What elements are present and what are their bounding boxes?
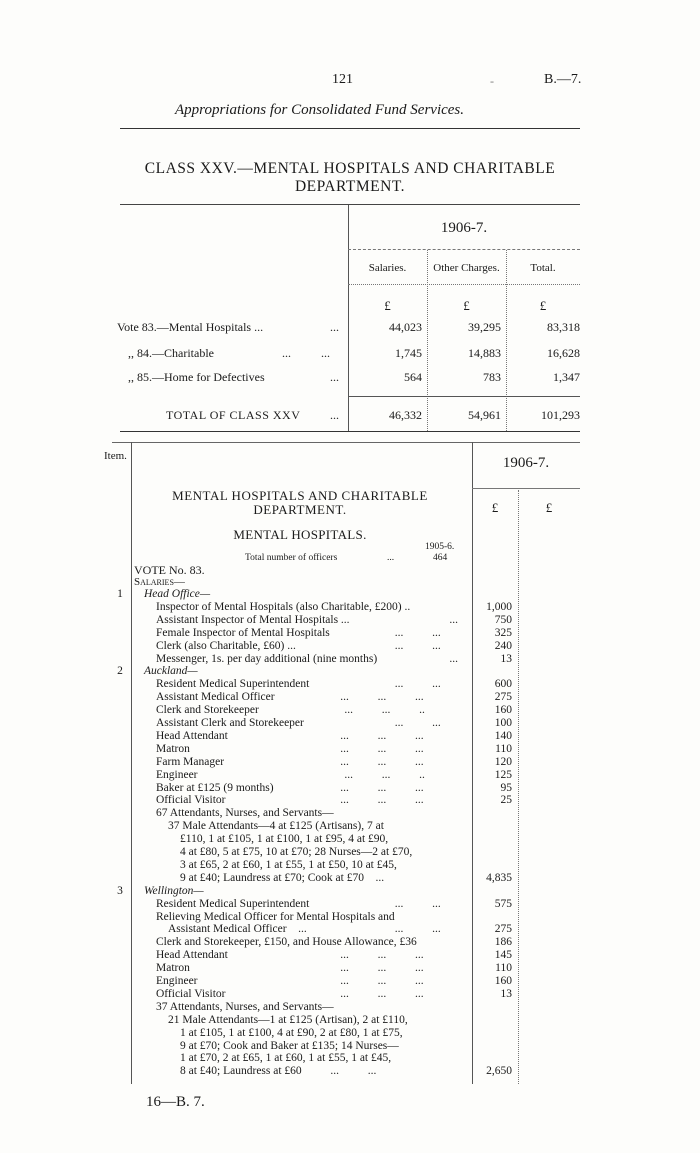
officers-dots: ...: [387, 553, 395, 563]
leader-dots: ... ... ...: [340, 975, 424, 987]
item-description: £110, 1 at £105, 1 at £100, 1 at £95, 4 at £90,: [180, 833, 389, 846]
document-reference: B.—7.: [544, 72, 582, 87]
table-row: [0, 588, 700, 600]
table-row: [0, 1065, 700, 1077]
table-row: [0, 717, 700, 729]
leader-dots: ... ... ...: [340, 949, 424, 962]
item-amount: 95: [500, 781, 512, 794]
table-row: [0, 782, 700, 794]
vote-85-total: 1,347: [553, 370, 580, 384]
table-row: [0, 911, 700, 923]
table-row: [0, 936, 700, 948]
table-row: [0, 730, 700, 742]
summary-subtotal-rule: [348, 396, 580, 397]
item-amount: 240: [494, 639, 512, 652]
leader-dots: ... ... ...: [340, 987, 424, 1000]
item-amount: 600: [494, 678, 512, 691]
item-description: Female Inspector of Mental Hospitals: [156, 626, 330, 639]
leader-dots: ... ... ...: [340, 691, 424, 704]
item-amount: 140: [494, 729, 512, 742]
item-number: 1: [117, 588, 123, 600]
table-row: [0, 885, 700, 897]
item-amount: 100: [494, 717, 512, 729]
class-title-rule: [120, 204, 580, 205]
table-row: [0, 949, 700, 961]
detail-currency-1: £: [491, 500, 499, 515]
vote-83-total: 83,318: [547, 320, 580, 334]
table-row: [0, 846, 700, 858]
item-description: Relieving Medical Officer for Mental Hospitals and: [156, 910, 395, 923]
vote-label: VOTE No. 83.: [134, 563, 205, 577]
item-amount: 13: [500, 987, 512, 1000]
item-description: Matron: [156, 742, 190, 755]
section-subtitle: MENTAL HOSPITALS.: [233, 527, 367, 542]
item-description: Assistant Clerk and Storekeeper: [156, 717, 304, 729]
total-total: 101,293: [541, 408, 580, 422]
header-dash: -: [490, 74, 494, 88]
table-row: [0, 678, 700, 690]
item-description: Auckland—: [144, 665, 198, 678]
table-row: [0, 743, 700, 755]
vote-83-label: Vote 83.—Mental Hospitals ...: [117, 320, 264, 334]
item-header: Item.: [104, 450, 127, 462]
vote-84-salaries: 1,745: [395, 346, 422, 360]
item-amount: 125: [494, 768, 512, 781]
dept-title-line-1: MENTAL HOSPITALS AND CHARITABLE: [172, 488, 428, 503]
item-description: Clerk (also Charitable, £60) ...: [156, 639, 296, 652]
table-row: [0, 665, 700, 677]
item-description: Official Visitor: [156, 987, 226, 1000]
detail-top-rule: [112, 442, 580, 443]
vote-84-dots: ... ...: [282, 346, 330, 360]
item-description: Assistant Medical Officer ...: [168, 923, 307, 936]
item-description: Engineer: [156, 975, 198, 987]
running-title: Appropriations for Consolidated Fund Services.: [175, 102, 465, 118]
leader-dots: ... ... ...: [340, 962, 424, 975]
leader-dots: ... ... ...: [340, 755, 424, 768]
item-description: 21 Male Attendants—1 at £125 (Artisan), 2 at £110,: [168, 1013, 408, 1026]
table-row: [0, 1052, 700, 1064]
table-row: [0, 794, 700, 806]
table-row: [0, 691, 700, 703]
item-description: Inspector of Mental Hospitals (also Charitable, £200) ..: [156, 600, 411, 613]
table-row: [0, 975, 700, 987]
table-row: [0, 614, 700, 626]
col-header-other-charges: Other Charges.: [433, 262, 500, 274]
item-description: Clerk and Storekeeper: [156, 704, 259, 717]
col-header-total: Total.: [530, 262, 556, 274]
table-row: [0, 898, 700, 910]
item-amount: 145: [494, 949, 512, 962]
page-number: 121: [332, 72, 353, 87]
item-amount: 13: [500, 652, 512, 665]
table-row: [0, 1014, 700, 1026]
summary-year: 1906-7.: [440, 220, 488, 236]
item-amount: 186: [494, 936, 512, 949]
table-row: [0, 988, 700, 1000]
item-description: Messenger, 1s. per day additional (nine months): [156, 652, 378, 665]
vote-85-dots: ...: [330, 370, 339, 384]
leader-dots: ... ... ..: [344, 768, 425, 781]
class-title-line-1: CLASS XXV.—MENTAL HOSPITALS AND CHARITABLE: [144, 160, 556, 177]
leader-dots: ... ... ...: [340, 794, 424, 807]
leader-dots: ... ... ..: [344, 704, 425, 717]
currency-salaries: £: [384, 298, 391, 313]
item-description: 37 Male Attendants—4 at £125 (Artisans), 7 at: [168, 820, 384, 833]
table-row: [0, 769, 700, 781]
leader-dots: ... ...: [394, 897, 441, 910]
item-description: 8 at £40; Laundress at £60 ... ...: [180, 1065, 377, 1078]
class-title-line-2: DEPARTMENT.: [294, 178, 406, 195]
col-header-salaries: Salaries.: [368, 262, 407, 274]
summary-col-divider-1: [427, 250, 428, 431]
item-amount: 110: [495, 742, 512, 755]
currency-other: £: [463, 298, 470, 313]
table-row: [0, 872, 700, 884]
officers-count: 464: [433, 553, 448, 563]
vote-84-total: 16,628: [547, 346, 580, 360]
leader-dots: ... ... ...: [340, 742, 424, 755]
item-description: 3 at £65, 2 at £60, 1 at £55, 1 at £50, 10 at £45,: [180, 858, 397, 871]
footer-signature: 16—B. 7.: [146, 1094, 205, 1110]
item-description: 9 at £40; Laundress at £70; Cook at £70 ...: [180, 871, 385, 884]
vote-83-other: 39,295: [468, 320, 501, 334]
item-amount: 120: [494, 755, 512, 768]
summary-col-divider-2: [506, 250, 507, 431]
item-amount: 1,000: [486, 600, 512, 613]
item-description: Assistant Medical Officer: [156, 691, 275, 704]
total-class-dots: ...: [330, 408, 339, 422]
item-table: [0, 588, 700, 1078]
vote-84-label: ,, 84.—Charitable: [128, 346, 214, 360]
leader-dots: ... ... ...: [340, 729, 424, 742]
item-description: Resident Medical Superintendent: [156, 678, 310, 691]
item-description: 1 at £105, 1 at £100, 4 at £90, 2 at £80, 1 at £75,: [180, 1026, 403, 1039]
item-number: 2: [117, 665, 123, 678]
detail-currency-2: £: [545, 500, 553, 515]
officers-year: 1905-6.: [425, 542, 455, 552]
table-row: [0, 820, 700, 832]
item-amount: 160: [494, 704, 512, 717]
table-row: [0, 601, 700, 613]
item-amount: 25: [500, 794, 512, 807]
total-salaries: 46,332: [389, 408, 422, 422]
table-row: [0, 807, 700, 819]
total-class-label: TOTAL OF CLASS XXV: [166, 408, 301, 422]
item-number: 3: [117, 884, 123, 897]
detail-year-rule: [472, 488, 580, 489]
detail-year: 1906-7.: [502, 455, 550, 471]
leader-dots: ... ...: [394, 639, 441, 652]
leader-dots: ... ...: [394, 678, 441, 691]
item-amount: 4,835: [486, 871, 512, 884]
item-description: Head Attendant: [156, 729, 228, 742]
total-other: 54,961: [468, 408, 501, 422]
item-description: Matron: [156, 962, 190, 975]
table-row: [0, 1027, 700, 1039]
item-description: Clerk and Storekeeper, £150, and House Allowance, £36: [156, 936, 417, 949]
item-amount: 275: [494, 691, 512, 704]
leader-dots: ... ...: [394, 923, 441, 936]
item-description: Wellington—: [144, 884, 204, 897]
table-row: [0, 653, 700, 665]
leader-dots: ...: [449, 613, 459, 626]
item-description: Head Office—: [144, 588, 211, 600]
item-description: 37 Attendants, Nurses, and Servants—: [156, 1000, 334, 1013]
table-row: [0, 833, 700, 845]
summary-year-rule: [348, 249, 580, 250]
item-description: 4 at £80, 5 at £75, 10 at £70; 28 Nurses—2 at £70,: [180, 846, 413, 858]
header-rule: [120, 128, 580, 129]
vote-85-salaries: 564: [404, 370, 422, 384]
summary-header-rule: [348, 284, 580, 285]
item-amount: 110: [495, 962, 512, 975]
vote-85-other: 783: [483, 370, 501, 384]
item-description: 9 at £70; Cook and Baker at £135; 14 Nurses—: [180, 1039, 399, 1052]
vote-83-dots: ...: [330, 320, 339, 334]
item-description: Engineer: [156, 768, 198, 781]
vote-85-label: ,, 85.—Home for Defectives: [128, 370, 265, 384]
item-description: Farm Manager: [156, 755, 225, 768]
item-description: Baker at £125 (9 months): [156, 781, 274, 794]
table-row: [0, 923, 700, 935]
dept-title-line-2: DEPARTMENT.: [253, 502, 347, 517]
item-description: 67 Attendants, Nurses, and Servants—: [156, 807, 334, 820]
leader-dots: ...: [449, 652, 459, 665]
item-amount: 2,650: [486, 1065, 512, 1078]
item-amount: 275: [494, 923, 512, 936]
currency-total: £: [539, 298, 547, 313]
table-row: [0, 1001, 700, 1013]
item-amount: 575: [494, 897, 512, 910]
vote-84-other: 14,883: [468, 346, 501, 360]
item-description: Head Attendant: [156, 949, 228, 962]
table-row: [0, 704, 700, 716]
table-row: [0, 756, 700, 768]
leader-dots: ... ...: [394, 626, 441, 639]
table-row: [0, 859, 700, 871]
salaries-label: Salaries—: [134, 576, 185, 588]
table-row: [0, 1040, 700, 1052]
table-row: [0, 640, 700, 652]
summary-bottom-rule: [120, 431, 580, 432]
item-description: 1 at £70, 2 at £65, 1 at £60, 1 at £55, 1 at £45,: [180, 1052, 392, 1065]
table-row: [0, 962, 700, 974]
item-amount: 750: [494, 613, 512, 626]
item-amount: 325: [494, 626, 512, 639]
officers-label: Total number of officers: [245, 553, 338, 563]
item-amount: 160: [494, 975, 512, 987]
item-description: Assistant Inspector of Mental Hospitals ...: [156, 613, 350, 626]
vote-83-salaries: 44,023: [389, 320, 422, 334]
table-row: [0, 627, 700, 639]
item-description: Resident Medical Superintendent: [156, 897, 310, 910]
leader-dots: ... ... ...: [340, 781, 424, 794]
leader-dots: ... ...: [394, 717, 441, 729]
item-description: Official Visitor: [156, 794, 226, 807]
summary-divider: [348, 205, 349, 431]
